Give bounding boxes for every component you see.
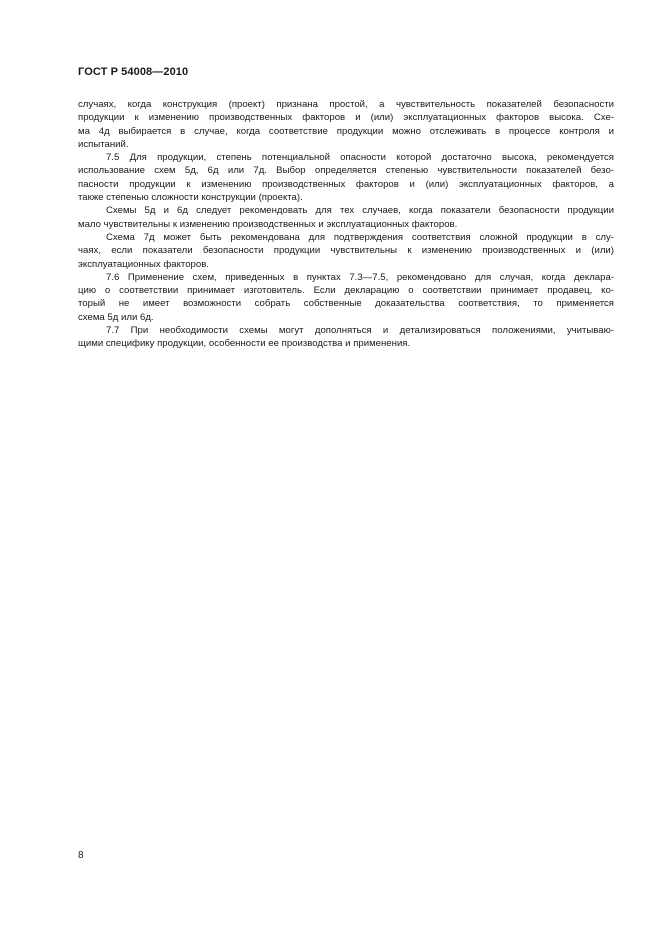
text-line: мало чувствительны к изменению производственных и эксплуатационных факторов. (78, 218, 458, 230)
text-line: цию о соответствии принимает изготовитель. Если декларацию о соответствии принимает продавец, ко- (78, 285, 614, 297)
text-line: испытаний. (78, 138, 129, 150)
paragraph (78, 204, 614, 231)
paragraph (78, 271, 614, 324)
text-line: ма 4д выбирается в случае, когда соответствие продукции можно отслеживать в процессе контроля и (78, 125, 614, 137)
text-line: эксплуатационных факторов. (78, 258, 209, 270)
text-line: Схемы 5д и 6д следует рекомендовать для тех случаев, когда показатели безопасности продукции (106, 205, 614, 217)
paragraph (78, 324, 614, 351)
text-line: случаях, когда конструкция (проект) признана простой, а чувствительность показателей безопасности (78, 99, 614, 110)
paragraph (78, 151, 614, 204)
paragraph (78, 231, 614, 271)
paragraph (78, 98, 614, 151)
text-line: 7.6 Применение схем, приведенных в пунктах 7.3—7.5, рекомендовано для случая, когда деклара- (106, 271, 614, 283)
page-number: 8 (78, 850, 84, 861)
text-line: Схема 7д может быть рекомендована для подтверждения соответствия сложной продукции в слу- (106, 231, 614, 243)
document-header: ГОСТ Р 54008—2010 (78, 66, 189, 78)
text-line: торый не имеет возможности собрать собственные доказательства соответствия, то применяется (78, 298, 614, 310)
text-line: пасности продукции к изменению производственных факторов и (или) эксплуатационных факторов, а (78, 178, 614, 190)
text-line: использование схем 5д, 6д или 7д. Выбор определяется степенью чувствительности показателей безо- (78, 165, 614, 177)
text-line: чаях, если показатели безопасности продукции чувствительны к изменению производственных и (или) (78, 245, 614, 257)
text-line: также степенью сложности конструкции (проекта). (78, 192, 303, 204)
text-line: щими специфику продукции, особенности ее производства и применения. (78, 338, 411, 350)
text-line: 7.7 При необходимости схемы могут дополняться и детализироваться положениями, учитываю- (106, 325, 614, 337)
text-line: 7.5 Для продукции, степень потенциальной опасности которой достаточно высока, рекомендуется (106, 152, 614, 164)
document-body (78, 98, 614, 351)
text-line: схема 5д или 6д. (78, 311, 154, 323)
text-line: продукции к изменению производственных факторов и (или) эксплуатационных факторов высока. Схе- (78, 112, 614, 124)
